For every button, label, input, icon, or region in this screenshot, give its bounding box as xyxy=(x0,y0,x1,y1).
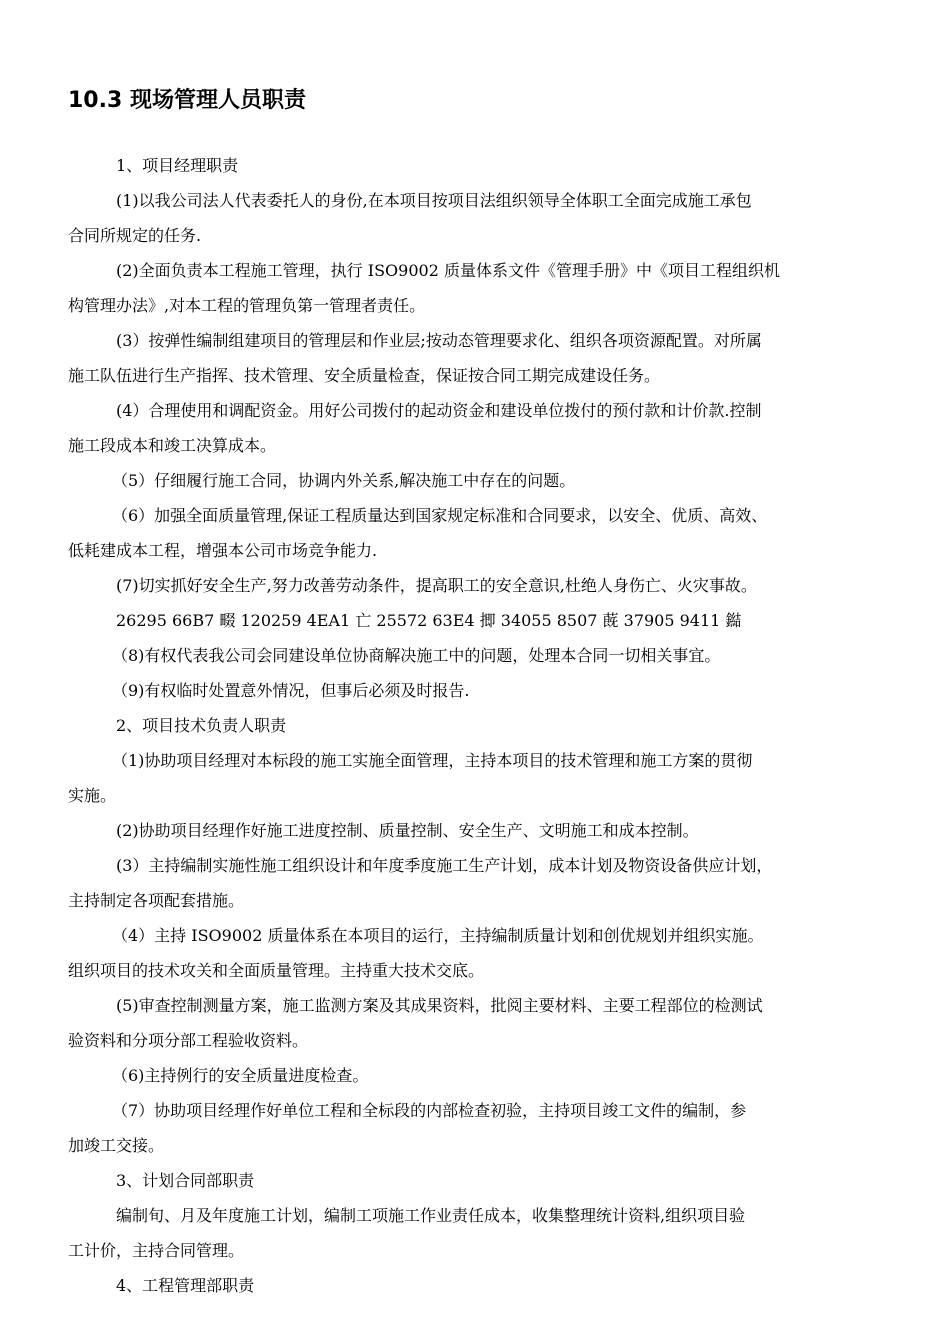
paragraph-line: 组织项目的技术攻关和全面质量管理。主持重大技术交底。 xyxy=(68,961,485,980)
paragraph-line: 施工段成本和竣工决算成本。 xyxy=(68,436,277,455)
paragraph-line: (1)以我公司法人代表委托人的身份,在本项目按项目法组织领导全体职工全面完成施工承包 xyxy=(116,191,752,210)
paragraph-line: (4）合理使用和调配资金。用好公司拨付的起动资金和建设单位拨付的预付款和计价款.控制 xyxy=(116,401,762,420)
paragraph-line: 验资料和分项分部工程验收资料。 xyxy=(68,1031,309,1050)
garbled-text-line: 26295 66B7 畷 120259 4EA1 亡 25572 63E4 揤 34055 8507 蔇 37905 9411 鐑 xyxy=(116,611,742,630)
paragraph-line: （6）加强全面质量管理,保证工程质量达到国家规定标准和合同要求，以安全、优质、高效、 xyxy=(112,506,768,525)
paragraph-line: （8)有权代表我公司会同建设单位协商解决施工中的问题，处理本合同一切相关事宜。 xyxy=(112,646,721,665)
paragraph-line: 工计价，主持合同管理。 xyxy=(68,1241,245,1260)
paragraph-line: (2)全面负责本工程施工管理，执行 ISO9002 质量体系文件《管理手册》中《项目工程组织机 xyxy=(116,261,780,280)
paragraph-line: 构管理办法》,对本工程的管理负第一管理者责任。 xyxy=(68,296,426,315)
paragraph-line: 加竣工交接。 xyxy=(68,1136,165,1155)
paragraph-line: 合同所规定的任务. xyxy=(68,226,202,245)
paragraph-line: （4）主持 ISO9002 质量体系在本项目的运行，主持编制质量计划和创优规划并组织实施。 xyxy=(112,926,764,945)
paragraph-line: (2)协助项目经理作好施工进度控制、质量控制、安全生产、文明施工和成本控制。 xyxy=(116,821,699,840)
paragraph-line: （6)主持例行的安全质量进度检查。 xyxy=(112,1066,369,1085)
paragraph-line: （1)协助项目经理对本标段的施工实施全面管理，主持本项目的技术管理和施工方案的贯彻 xyxy=(112,751,753,770)
paragraph-line: 施工队伍进行生产指挥、技术管理、安全质量检查，保证按合同工期完成建设任务。 xyxy=(68,366,661,385)
subsection-title: 4、工程管理部职责 xyxy=(116,1276,255,1295)
paragraph-line: 实施。 xyxy=(68,786,117,805)
paragraph-line: 低耗建成本工程，增强本公司市场竞争能力. xyxy=(68,541,378,560)
subsection-title: 1、项目经理职责 xyxy=(116,156,239,175)
paragraph-line: 主持制定各项配套措施。 xyxy=(68,891,245,910)
paragraph-line: （7）协助项目经理作好单位工程和全标段的内部检查初验，主持项目竣工文件的编制，参 xyxy=(112,1101,747,1120)
subsection-title: 3、计划合同部职责 xyxy=(116,1171,255,1190)
paragraph-line: (3）按弹性编制组建项目的管理层和作业层;按动态管理要求化、组织各项资源配置。对所属 xyxy=(116,331,762,350)
paragraph-line: 编制旬、月及年度施工计划，编制工项施工作业责任成本，收集整理统计资料,组织项目验 xyxy=(116,1206,746,1225)
subsection-title: 2、项目技术负责人职责 xyxy=(116,716,287,735)
paragraph-line: (5)审查控制测量方案，施工监测方案及其成果资料，批阅主要材料、主要工程部位的检测试 xyxy=(116,996,763,1015)
paragraph-line: （9)有权临时处置意外情况，但事后必须及时报告. xyxy=(112,681,470,700)
document-body xyxy=(68,148,888,1303)
paragraph-line: (3）主持编制实施性施工组织设计和年度季度施工生产计划，成本计划及物资设备供应计划， xyxy=(116,856,773,875)
paragraph-line: （5）仔细履行施工合同，协调内外关系,解决施工中存在的问题。 xyxy=(112,471,576,490)
paragraph-line: (7)切实抓好安全生产,努力改善劳动条件，提高职工的安全意识,杜绝人身伤亡、火灾事故。 xyxy=(116,576,757,595)
section-heading: 10.3 现场管理人员职责 xyxy=(68,88,306,113)
